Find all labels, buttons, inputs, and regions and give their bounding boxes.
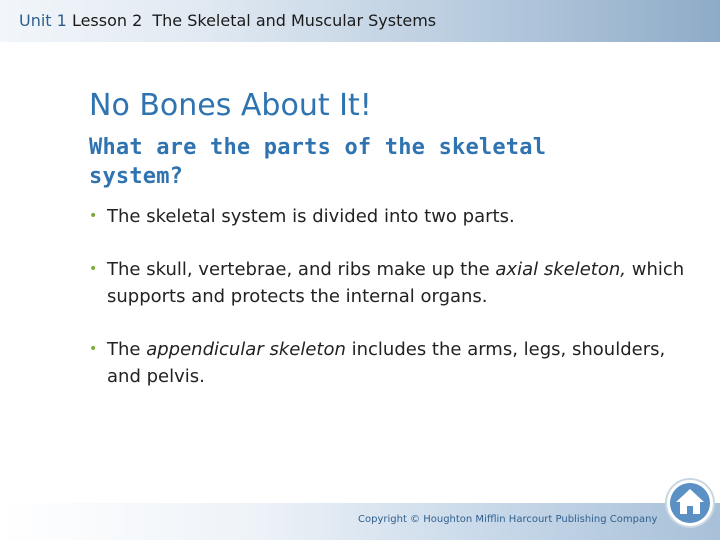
copyright-text: Copyright © Houghton Mifflin Harcourt Publishing Company [358, 514, 658, 525]
bullet-text: The [107, 339, 147, 360]
lesson-title: The Skeletal and Muscular Systems [152, 11, 437, 30]
bullet-text: The skull, vertebrae, and ribs make up the [107, 259, 496, 280]
header-bar [0, 0, 720, 42]
appendicular-term: appendicular skeleton [146, 339, 346, 360]
axial-term: axial skeleton, [495, 259, 626, 280]
bullet-item [89, 203, 689, 230]
unit-label: Unit 1 [19, 11, 67, 30]
slide-subtitle: What are the parts of the skeletal system? [89, 135, 547, 189]
home-icon[interactable] [664, 477, 716, 529]
bullet-item [89, 256, 689, 310]
breadcrumb [19, 11, 436, 30]
bullet-text: includes the arms, legs, shoulders, and pelvis. [107, 339, 666, 387]
bullet-text: which supports and protects the internal organs. [107, 259, 685, 307]
bullet-item [89, 336, 689, 390]
slide-title: No Bones About It! [89, 88, 372, 123]
lesson-label: Lesson 2 [71, 11, 143, 30]
bullet-list [89, 203, 689, 390]
bullet-text: The skeletal system is divided into two parts. [107, 206, 515, 227]
